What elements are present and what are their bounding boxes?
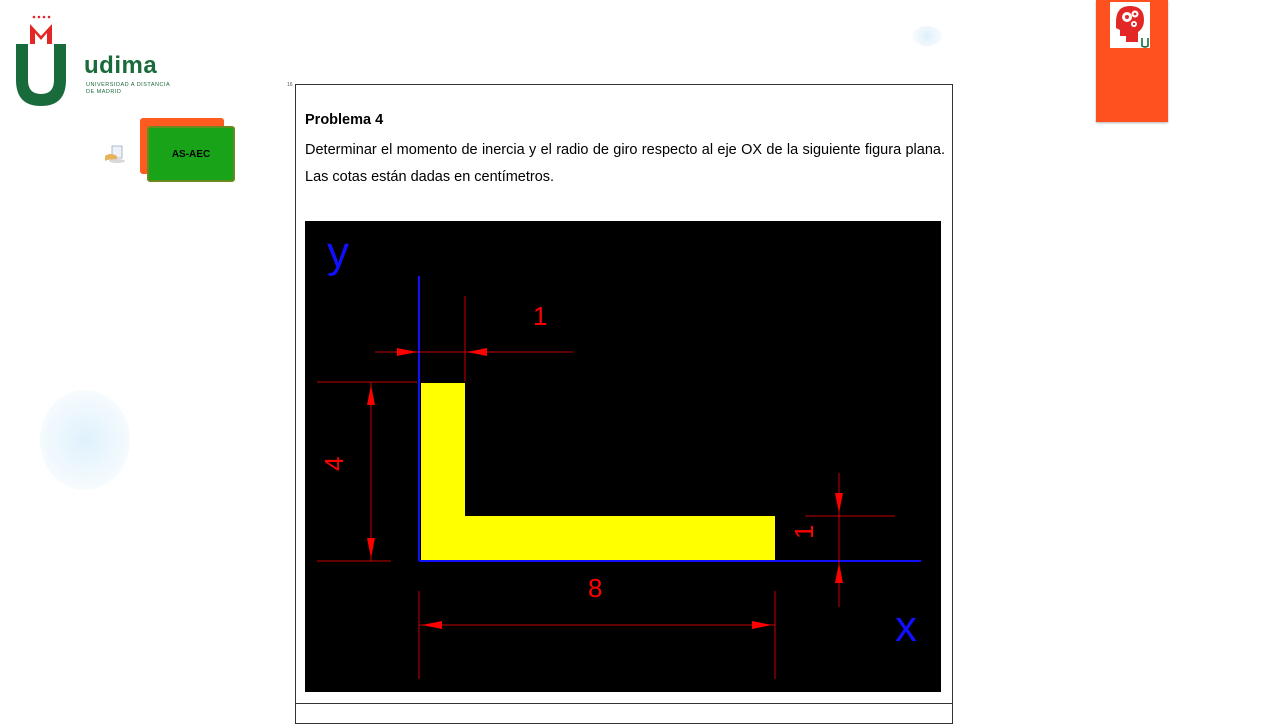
decorative-dot [912,26,942,46]
head-gears-icon[interactable] [1110,2,1150,48]
dimension-bottom [419,591,775,679]
brand-subtitle-1: UNIVERSIDAD A DISTANCIA [86,82,171,88]
x-axis-label: x [895,602,917,651]
brand-subtitle-2: DE MADRID [86,89,122,95]
document-icon[interactable] [104,144,128,164]
page-divider [296,703,952,704]
dimension-right-label: 1 [789,524,819,539]
problem-title: Problema 4 [305,112,384,128]
dimension-top-label: 1 [533,301,548,331]
dimension-bottom-label: 8 [588,573,603,603]
l-shape-figure [305,221,941,692]
problem-statement: Determinar el momento de inercia y el radio de giro respecto al eje OX de la siguiente figura plana. Las cotas están dadas en centímetros. [305,142,945,185]
udima-u-emblem-icon [14,14,84,110]
decorative-blob [40,390,130,490]
brand-name: udima [84,52,158,79]
page-number: 16 [287,82,293,88]
l-shape [421,383,775,560]
dimension-left-label: 4 [319,456,349,471]
document-page [295,84,953,724]
as-aec-button[interactable]: AS-AEC [147,126,235,182]
side-panel[interactable] [1096,0,1168,122]
dimension-right [805,473,895,607]
udima-logo[interactable] [14,14,174,110]
y-axis-label: y [327,228,349,277]
